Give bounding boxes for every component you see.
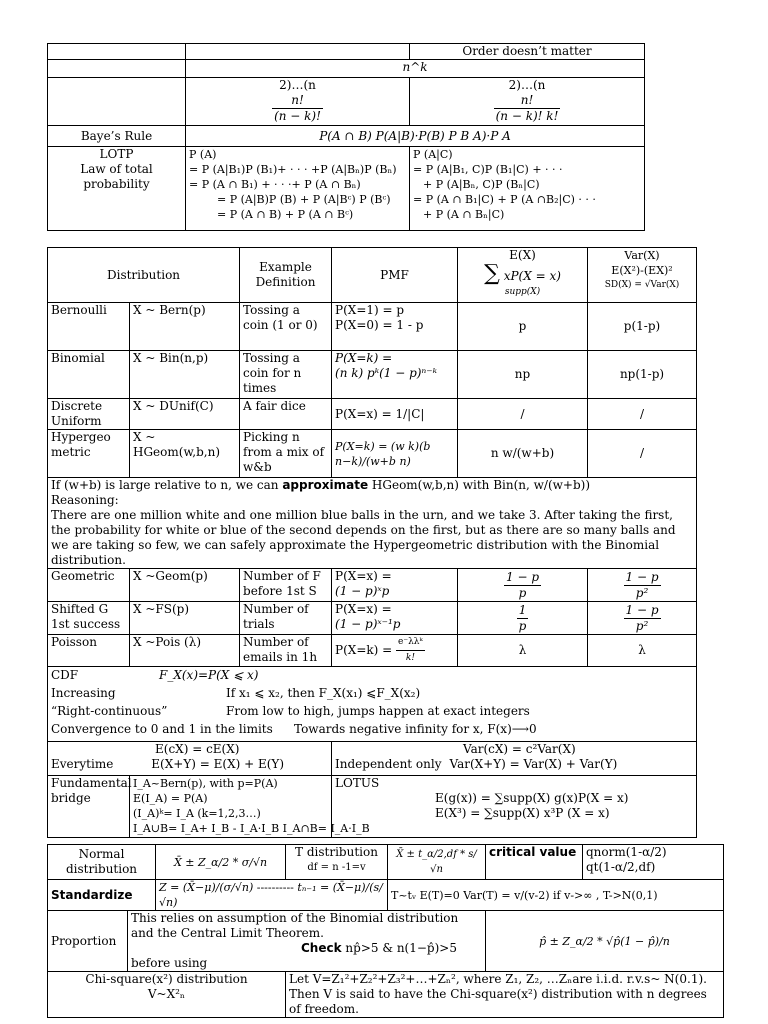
fundamental-bridge-label: Fundamental bridge — [48, 776, 130, 838]
distribution-name: Poisson — [48, 635, 130, 667]
distribution-example: Number of emails in 1h — [240, 635, 332, 667]
distribution-variance: $\frac{1 - p}{\text{p²}}$ — [588, 602, 697, 635]
distribution-mean: np — [458, 351, 588, 399]
table-row — [48, 569, 697, 602]
distribution-pmf: P(X=k) = $\frac{\text{e⁻λλᵏ}}{k!}$ — [332, 635, 458, 667]
distribution-pmf: P(X=x) = 1/|C| — [332, 399, 458, 430]
lotp-label: LOTP Law of total probability — [48, 147, 186, 231]
distribution-pmf: P(X=x) = (1 − p)ˣ⁻¹p — [332, 602, 458, 635]
distribution-name: Bernoulli — [48, 303, 130, 351]
standardize-label: Standardize — [48, 880, 156, 911]
header-pmf: PMF — [332, 248, 458, 303]
t-ci-formula: X̄ ± t_α/2,df * s/√n — [388, 845, 486, 880]
variance-properties: Var(cX) = c²Var(X) Independent only Var(X+Y) = Var(X) + Var(Y) — [332, 742, 697, 776]
standardize-formulas: Z = (X̄−μ)/(σ/√n) ---------- tₙ₋₁ = (X̄−μ)/(s/√n) — [156, 880, 388, 911]
t-distribution-properties: T~tᵥ E(T)=0 Var(T) = v/(v-2) if v->∞ , T->N(0,1) — [388, 880, 724, 911]
distribution-notation: X ~ DUnif(C) — [130, 399, 240, 430]
counting-header-blank — [48, 44, 186, 60]
counting-row2-blank — [48, 78, 186, 126]
distribution-notation: X ~ HGeom(w,b,n) — [130, 430, 240, 478]
distribution-mean: $\frac{1 - p}{p}$ — [458, 569, 588, 602]
expectation-linearity: E(cX) = cE(X) Everytime E(X+Y) = E(X) + E(Y) — [48, 742, 332, 776]
distribution-example: Number of F before 1st S — [240, 569, 332, 602]
distribution-mean: / — [458, 399, 588, 430]
distribution-name: Binomial — [48, 351, 130, 399]
table-row — [48, 399, 697, 430]
counting-header-middle — [186, 44, 410, 60]
table-row — [48, 351, 697, 399]
critical-value-label: critical value — [486, 845, 583, 880]
distribution-mean: n w/(w+b) — [458, 430, 588, 478]
distribution-example: Picking n from a mix of w&b — [240, 430, 332, 478]
bayes-rule-label: Baye’s Rule — [48, 126, 186, 147]
proportion-ci-formula: p̂ ± Z_α/2 * √p̂(1 − p̂)/n — [486, 911, 724, 972]
hypergeometric-approximation-note: If (w+b) is large relative to n, we can approximate HGeom(w,b,n) with Bin(n, w/(w+b)) Reasoning: There are one million white and one million blue balls in the urn, and we take 3. After taking the first, the probability for white or blue of the second depends on the first, but as there are so many balls and we are taking so few, we can safely approximate the Hypergeometric distribution with the Binomial distribution. — [48, 478, 697, 569]
distribution-notation: X ~ Bern(p) — [130, 303, 240, 351]
table-row — [48, 602, 697, 635]
counting-header-order-doesnt-matter: Order doesn’t matter — [410, 44, 645, 60]
critical-value-functions: qnorm(1-α/2) qt(1-α/2,df) — [583, 845, 724, 880]
counting-permutation-cell: 2)…(n $\frac{n!}{(n - k)!}$ — [186, 78, 410, 126]
table-row — [48, 430, 697, 478]
distribution-variance: np(1-p) — [588, 351, 697, 399]
distribution-mean: λ — [458, 635, 588, 667]
fundamental-bridge-formulas: I_A~Bern(p), with p=P(A) E(I_A) = P(A) (I_A)ᵏ= I_A (k=1,2,3…) I_A∪B= I_A+ I_B - I_A·I_B I_A∩B= I_A·I_B — [130, 776, 332, 838]
table-row — [48, 635, 697, 667]
distribution-mean: p — [458, 303, 588, 351]
distribution-example: Number of trials — [240, 602, 332, 635]
distribution-pmf: P(X=1) = p P(X=0) = 1 - p — [332, 303, 458, 351]
header-example-definition: Example Definition — [240, 248, 332, 303]
counting-power-formula: n^k — [186, 60, 645, 78]
distribution-example: Tossing a coin (1 or 0) — [240, 303, 332, 351]
inference-table — [47, 844, 724, 1018]
lotus-formulas: LOTUS E(g(x)) = ∑supp(X) g(x)P(X = x) E(X³) = ∑supp(X) x³P (X = x) — [332, 776, 697, 838]
t-distribution-label: T distribution df = n -1=v — [286, 845, 388, 880]
distribution-example: Tossing a coin for n times — [240, 351, 332, 399]
normal-ci-formula: X̄ ± Z_α/2 * σ/√n — [156, 845, 286, 880]
distribution-notation: X ~FS(p) — [130, 602, 240, 635]
distribution-mean: $\frac{1}{p}$ — [458, 602, 588, 635]
distribution-table — [47, 247, 697, 838]
distribution-variance: / — [588, 430, 697, 478]
proportion-label: Proportion — [48, 911, 128, 972]
header-distribution: Distribution — [48, 248, 240, 303]
lotp-formula-unconditional: P (A) = P (A|B₁)P (B₁)+ · · · +P (A|Bₙ)P (Bₙ) = P (A ∩ B₁) + · · ·+ P (A ∩ Bₙ) = P (A|B)P (B) + P (A|Bᶜ) P (Bᶜ) = P (A ∩ B) + P (A ∩ Bᶜ) — [186, 147, 410, 231]
distribution-variance: $\frac{1 - p}{\text{p²}}$ — [588, 569, 697, 602]
header-expected-value: E(X) ∑ xP(X = x) supp(X) — [458, 248, 588, 303]
cdf-properties: CDF F_X(x)=P(X ⩽ x) Increasing If x₁ ⩽ x₂, then F_X(x₁) ⩽F_X(x₂) “Right-continuous” From low to high, jumps happen at exact integers Convergence to 0 and 1 in the limits Towards negative infinity for x, F(x)⟶0 — [48, 667, 697, 742]
lotp-formula-conditional: P (A|C) = P (A|B₁, C)P (B₁|C) + · · · + P (A|Bₙ, C)P (Bₙ|C) = P (A ∩ B₁|C) + P (A ∩B₂|C) · · · + P (A ∩ Bₙ|C) — [410, 147, 645, 231]
distribution-pmf: P(X=k) = (w k)(b n−k)/(w+b n) — [332, 430, 458, 478]
distribution-variance: p(1-p) — [588, 303, 697, 351]
normal-distribution-label: Normal distribution — [48, 845, 156, 880]
distribution-name: Geometric — [48, 569, 130, 602]
table-row — [48, 303, 697, 351]
header-variance: Var(X) E(X²)-(EX)² SD(X) = √Var(X) — [588, 248, 697, 303]
distribution-name: Hypergeo metric — [48, 430, 130, 478]
distribution-pmf: P(X=k) = (n k) pᵏ(1 − p)ⁿ⁻ᵏ — [332, 351, 458, 399]
distribution-pmf: P(X=x) = (1 − p)ˣp — [332, 569, 458, 602]
distribution-name: Shifted G 1st success — [48, 602, 130, 635]
distribution-example: A fair dice — [240, 399, 332, 430]
counting-table — [47, 43, 645, 231]
proportion-description: This relies on assumption of the Binomial distribution and the Central Limit Theorem. Check np̂>5 & n(1−p̂)>5 before using — [128, 911, 486, 972]
counting-row1-blank — [48, 60, 186, 78]
distribution-notation: X ~Pois (λ) — [130, 635, 240, 667]
distribution-notation: X ~ Bin(n,p) — [130, 351, 240, 399]
bayes-rule-formula: P(A ∩ B) P(A|B)·P(B) P B A)·P A — [186, 126, 645, 147]
chi-square-definition: Let V=Z₁²+Z₂²+Z₃²+…+Zₙ², where Z₁, Z₂, …Zₙare i.i.d. r.v.s~ N(0.1). Then V is said to have the Chi-square(x²) distribution with n degrees of freedom. — [286, 972, 724, 1018]
distribution-name: Discrete Uniform — [48, 399, 130, 430]
counting-combination-cell: 2)…(n $\frac{n!}{(n - k)! k!}$ — [410, 78, 645, 126]
distribution-variance: / — [588, 399, 697, 430]
distribution-variance: λ — [588, 635, 697, 667]
chi-square-label: Chi-square(x²) distribution V~X²ₙ — [48, 972, 286, 1018]
distribution-notation: X ~Geom(p) — [130, 569, 240, 602]
